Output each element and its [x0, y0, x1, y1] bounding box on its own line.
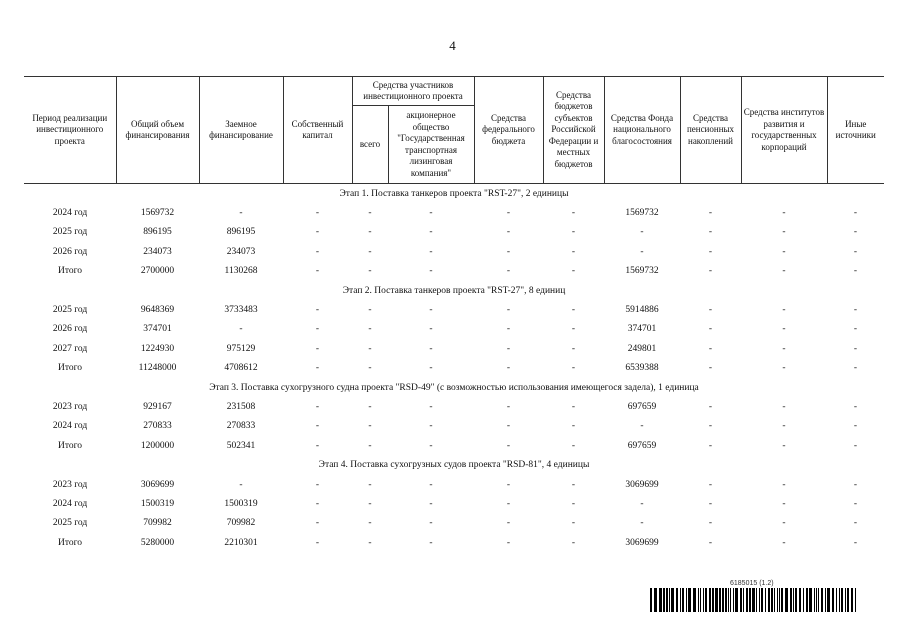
barcode-label: 6185015 (1.2)	[730, 580, 774, 587]
table-cell: -	[315, 363, 320, 374]
table-cell: -	[315, 305, 320, 316]
table-row	[24, 262, 884, 281]
table-cell: -	[368, 498, 372, 509]
stage-title: Этап 3. Поставка сухогрузного судна проекта "RSD-49" (с возможностью использования имеющегося задела), 1 единица	[209, 382, 699, 393]
barcode	[650, 588, 856, 612]
table-row	[24, 203, 884, 222]
period-cell: 2024 год	[52, 208, 88, 219]
barcode-bar	[698, 588, 699, 612]
table-row	[24, 417, 884, 436]
table-header	[24, 77, 884, 184]
header-nwf: Средства Фонда национального благосостояния	[604, 77, 680, 184]
barcode-bar	[749, 588, 751, 612]
financing-table	[24, 76, 884, 552]
table-cell: 1500319	[140, 498, 175, 509]
table-cell: -	[571, 343, 576, 354]
barcode-bar	[809, 588, 812, 612]
table-row	[24, 242, 884, 261]
table-row	[24, 436, 884, 455]
table-cell: -	[782, 440, 786, 451]
table-cell: -	[368, 537, 372, 548]
period-cell: 2025 год	[52, 518, 88, 529]
table-cell: -	[506, 498, 511, 509]
table-cell: 1500319	[224, 498, 258, 509]
table-cell: -	[782, 421, 786, 432]
table-cell: 1569732	[625, 208, 659, 219]
table-cell: -	[506, 518, 511, 529]
table-cell: -	[315, 324, 320, 335]
table-cell: -	[506, 208, 511, 219]
header-participants-total: всего	[352, 106, 388, 184]
table-cell: 374701	[627, 324, 657, 335]
table-row	[24, 359, 884, 378]
table-cell: -	[571, 208, 576, 219]
table-cell: 2700000	[140, 266, 175, 277]
barcode-bar	[688, 588, 691, 612]
table-cell: -	[708, 363, 713, 374]
table-cell: 270833	[226, 421, 256, 432]
barcode-bar	[686, 588, 687, 612]
table-cell: 270833	[143, 421, 172, 432]
table-cell: 3733483	[224, 305, 258, 316]
table-cell: -	[368, 305, 372, 316]
table-cell: -	[782, 246, 786, 257]
table-cell: -	[571, 440, 576, 451]
table-cell: 697659	[627, 440, 657, 451]
period-cell: 2027 год	[52, 343, 88, 354]
barcode-bar	[814, 588, 815, 612]
table-cell: -	[506, 363, 511, 374]
table-cell: -	[506, 537, 511, 548]
header-participants-group: Средства участников инвестиционного проекта	[352, 77, 474, 106]
table-cell: -	[571, 266, 576, 277]
table-cell: -	[640, 421, 644, 432]
stage-header-row	[24, 184, 884, 204]
table-cell: -	[571, 479, 576, 490]
barcode-bar	[705, 588, 707, 612]
header-participants-gtlk: акционерное общество "Государственная транспортная лизинговая компания"	[388, 106, 474, 184]
barcode-bar	[715, 588, 718, 612]
table-cell: -	[708, 227, 713, 238]
table-row	[24, 320, 884, 339]
table-cell: -	[853, 208, 858, 219]
table-cell: -	[429, 518, 433, 529]
table-cell: -	[429, 421, 433, 432]
table-cell: -	[782, 518, 786, 529]
header-borrowed: Заемное финансирование	[199, 77, 283, 184]
table-cell: 3069699	[625, 537, 659, 548]
table-cell: 6539388	[625, 363, 659, 374]
table-cell: -	[571, 324, 576, 335]
table-cell: -	[853, 498, 858, 509]
barcode-bar	[666, 588, 668, 612]
table-cell: -	[708, 537, 713, 548]
table-cell: -	[429, 246, 433, 257]
barcode-bar	[725, 588, 727, 612]
table-cell: -	[782, 324, 786, 335]
period-cell: 2023 год	[52, 401, 88, 412]
table-cell: 249801	[627, 343, 657, 354]
table-cell: -	[571, 363, 576, 374]
table-cell: -	[782, 479, 786, 490]
barcode-bar	[703, 588, 704, 612]
barcode-bar	[816, 588, 817, 612]
table-row	[24, 494, 884, 513]
table-cell: -	[708, 498, 713, 509]
table-cell: -	[853, 518, 858, 529]
barcode-bar	[806, 588, 808, 612]
table-cell: 9648369	[140, 305, 175, 316]
period-cell: Итого	[57, 537, 83, 548]
barcode-bar	[827, 588, 830, 612]
table-cell: -	[853, 324, 858, 335]
period-cell: 2024 год	[52, 421, 88, 432]
table-cell: -	[368, 440, 372, 451]
table-cell: -	[368, 363, 372, 374]
table-cell: -	[315, 498, 320, 509]
table-cell: -	[640, 227, 644, 238]
table-cell: -	[708, 343, 713, 354]
barcode-bar	[855, 588, 856, 612]
table-cell: -	[368, 266, 372, 277]
table-cell: -	[640, 498, 644, 509]
table-cell: -	[853, 246, 858, 257]
table-cell: -	[429, 363, 433, 374]
table-cell: -	[571, 518, 576, 529]
barcode-bar	[836, 588, 837, 612]
table-row	[24, 475, 884, 494]
barcode-bar	[709, 588, 711, 612]
header-period: Период реализации инвестиционного проекта	[24, 77, 116, 184]
table-row	[24, 339, 884, 358]
table-cell: 3069699	[140, 479, 175, 490]
barcode-bar	[832, 588, 834, 612]
barcode-bar	[712, 588, 714, 612]
stage-title: Этап 4. Поставка сухогрузных судов проекта "RSD-81", 4 единицы	[318, 460, 590, 471]
table-cell: -	[368, 421, 372, 432]
table-cell: -	[506, 246, 511, 257]
header-other: Иные источники	[827, 77, 884, 184]
barcode-bar	[774, 588, 775, 612]
table-cell: 5280000	[140, 537, 175, 548]
table-cell: -	[853, 537, 858, 548]
barcode-bar	[722, 588, 724, 612]
table-cell: -	[429, 479, 433, 490]
table-cell: -	[315, 227, 320, 238]
table-cell: 502341	[226, 440, 256, 451]
table-cell: -	[708, 421, 713, 432]
table-cell: 697659	[627, 401, 657, 412]
barcode-bar	[825, 588, 826, 612]
table-body	[24, 184, 884, 553]
table-cell: -	[429, 227, 433, 238]
barcode-bar	[719, 588, 721, 612]
barcode-bar	[700, 588, 701, 612]
table-cell: -	[782, 498, 786, 509]
table-cell: -	[368, 518, 372, 529]
barcode-bar	[743, 588, 744, 612]
table-cell: -	[853, 401, 858, 412]
table-cell: -	[315, 440, 320, 451]
table-cell: -	[853, 343, 858, 354]
barcode-bar	[795, 588, 797, 612]
table-cell: -	[315, 479, 320, 490]
period-cell: Итого	[57, 363, 83, 374]
header-institutions: Средства институтов развития и государственных корпораций	[741, 77, 827, 184]
header-federal: Средства федерального бюджета	[474, 77, 543, 184]
table-cell: -	[429, 440, 433, 451]
table-cell: -	[429, 324, 433, 335]
table-cell: -	[853, 305, 858, 316]
table-cell: -	[239, 208, 243, 219]
barcode-bar	[821, 588, 823, 612]
period-cell: 2024 год	[52, 498, 88, 509]
header-equity: Собственный капитал	[283, 77, 352, 184]
table-cell: -	[853, 421, 858, 432]
barcode-bar	[756, 588, 757, 612]
barcode-bar	[839, 588, 840, 612]
table-cell: -	[782, 266, 786, 277]
barcode-bar	[761, 588, 763, 612]
table-cell: -	[315, 401, 320, 412]
table-cell: -	[315, 518, 320, 529]
table-row	[24, 300, 884, 319]
table-cell: 4708612	[224, 363, 258, 374]
barcode-bar	[735, 588, 738, 612]
table-cell: -	[571, 421, 576, 432]
table-cell: 929167	[143, 401, 172, 412]
table-cell: -	[315, 266, 320, 277]
table-cell: -	[239, 324, 243, 335]
table-cell: -	[571, 401, 576, 412]
barcode-bar	[771, 588, 773, 612]
barcode-bar	[785, 588, 788, 612]
barcode-bar	[654, 588, 657, 612]
table-cell: -	[368, 208, 372, 219]
period-cell: Итого	[57, 440, 83, 451]
table-cell: -	[782, 401, 786, 412]
table-cell: -	[782, 343, 786, 354]
table-cell: -	[782, 537, 786, 548]
period-cell: 2026 год	[52, 324, 88, 335]
barcode-bar	[765, 588, 766, 612]
table-cell: -	[506, 440, 511, 451]
table-cell: -	[640, 246, 644, 257]
table-cell: -	[708, 479, 713, 490]
barcode-bar	[752, 588, 755, 612]
barcode-bar	[650, 588, 652, 612]
table-cell: -	[506, 324, 511, 335]
table-cell: 1569732	[140, 208, 175, 219]
table-cell: -	[315, 421, 320, 432]
barcode-bar	[847, 588, 849, 612]
table-cell: -	[506, 479, 511, 490]
table-cell: 231508	[226, 401, 256, 412]
barcode-bar	[790, 588, 792, 612]
table-cell: -	[708, 208, 713, 219]
table-cell: -	[368, 401, 372, 412]
table-cell: 11248000	[138, 363, 177, 374]
barcode-bar	[682, 588, 684, 612]
header-regional: Средства бюджетов субъектов Российской Федерации и местных бюджетов	[543, 77, 604, 184]
table-cell: 234073	[226, 246, 256, 257]
period-cell: 2026 год	[52, 246, 88, 257]
table-cell: 709982	[143, 518, 172, 529]
table-cell: -	[429, 498, 433, 509]
barcode-bar	[740, 588, 742, 612]
barcode-bar	[746, 588, 748, 612]
barcode-bar	[818, 588, 819, 612]
header-total: Общий объем финансирования	[116, 77, 199, 184]
table-cell: -	[708, 518, 713, 529]
table-cell: 1200000	[140, 440, 175, 451]
barcode-bar	[777, 588, 778, 612]
table-cell: -	[506, 227, 511, 238]
table-cell: -	[782, 363, 786, 374]
table-cell: -	[782, 305, 786, 316]
table-cell: -	[506, 343, 511, 354]
table-row	[24, 533, 884, 552]
table-cell: 896195	[143, 227, 172, 238]
table-cell: -	[429, 343, 433, 354]
barcode-bar	[793, 588, 794, 612]
period-cell: 2025 год	[52, 305, 88, 316]
table-cell: -	[368, 227, 372, 238]
stage-title: Этап 2. Поставка танкеров проекта "RST-27", 8 единиц	[342, 285, 566, 296]
table-row	[24, 223, 884, 242]
table-cell: -	[429, 266, 433, 277]
barcode-bar	[759, 588, 760, 612]
barcode-bar	[781, 588, 783, 612]
barcode-bar	[799, 588, 801, 612]
table-cell: 1130268	[224, 266, 258, 277]
table-cell: -	[640, 518, 644, 529]
table-cell: -	[708, 440, 713, 451]
barcode-bar	[676, 588, 678, 612]
table-cell: 975129	[226, 343, 256, 354]
table-cell: -	[429, 401, 433, 412]
table-cell: -	[368, 324, 372, 335]
table-cell: 2210301	[224, 537, 258, 548]
table-cell: -	[571, 498, 576, 509]
barcode-bar	[671, 588, 674, 612]
barcode-bar	[768, 588, 770, 612]
period-cell: 2025 год	[52, 227, 88, 238]
barcode-bar	[669, 588, 670, 612]
barcode-bar	[728, 588, 729, 612]
table-cell: -	[315, 537, 320, 548]
table-cell: -	[368, 479, 372, 490]
table-cell: -	[708, 401, 713, 412]
table-cell: 1224930	[140, 343, 175, 354]
table-cell: -	[429, 208, 433, 219]
stage-header-row	[24, 455, 884, 474]
table-cell: -	[853, 440, 858, 451]
page-number: 4	[449, 38, 456, 53]
table-cell: -	[571, 537, 576, 548]
table-cell: -	[708, 246, 713, 257]
table-cell: -	[506, 421, 511, 432]
table-cell: 234073	[143, 246, 172, 257]
table-cell: -	[571, 227, 576, 238]
table-cell: -	[708, 324, 713, 335]
table-cell: -	[853, 363, 858, 374]
table-cell: 1569732	[625, 266, 659, 277]
barcode-bar	[779, 588, 780, 612]
table-cell: -	[853, 479, 858, 490]
table-cell: -	[429, 305, 433, 316]
table-cell: -	[571, 305, 576, 316]
period-cell: 2023 год	[52, 479, 88, 490]
period-cell: Итого	[57, 266, 83, 277]
table-row	[24, 514, 884, 533]
table-cell: -	[782, 227, 786, 238]
table-cell: 374701	[143, 324, 172, 335]
barcode-bar	[730, 588, 731, 612]
table-cell: -	[506, 266, 511, 277]
table-cell: -	[853, 266, 858, 277]
barcode-bar	[663, 588, 665, 612]
table-cell: -	[368, 246, 372, 257]
barcode-bar	[841, 588, 843, 612]
table-cell: -	[506, 401, 511, 412]
table-cell: 709982	[226, 518, 256, 529]
table-row	[24, 397, 884, 416]
table-cell: -	[315, 246, 320, 257]
table-cell: -	[239, 479, 243, 490]
table-cell: -	[506, 305, 511, 316]
table-cell: -	[708, 305, 713, 316]
table-cell: 896195	[226, 227, 256, 238]
table-cell: -	[571, 246, 576, 257]
header-pension: Средства пенсионных накоплений	[680, 77, 741, 184]
barcode-bar	[693, 588, 696, 612]
table-cell: -	[368, 343, 372, 354]
table-cell: 5914886	[625, 305, 659, 316]
table-cell: -	[853, 227, 858, 238]
table-cell: -	[708, 266, 713, 277]
table-cell: -	[782, 208, 786, 219]
stage-title: Этап 1. Поставка танкеров проекта "RST-27", 2 единицы	[339, 188, 569, 199]
barcode-bar	[659, 588, 662, 612]
barcode-bar	[851, 588, 853, 612]
table-cell: -	[315, 208, 320, 219]
table-cell: -	[315, 343, 320, 354]
barcode-bar	[845, 588, 846, 612]
barcode-bar	[733, 588, 734, 612]
table-cell: 3069699	[625, 479, 659, 490]
stage-header-row	[24, 378, 884, 397]
table-cell: -	[429, 537, 433, 548]
barcode-bar	[803, 588, 804, 612]
stage-header-row	[24, 281, 884, 300]
barcode-bar	[680, 588, 681, 612]
